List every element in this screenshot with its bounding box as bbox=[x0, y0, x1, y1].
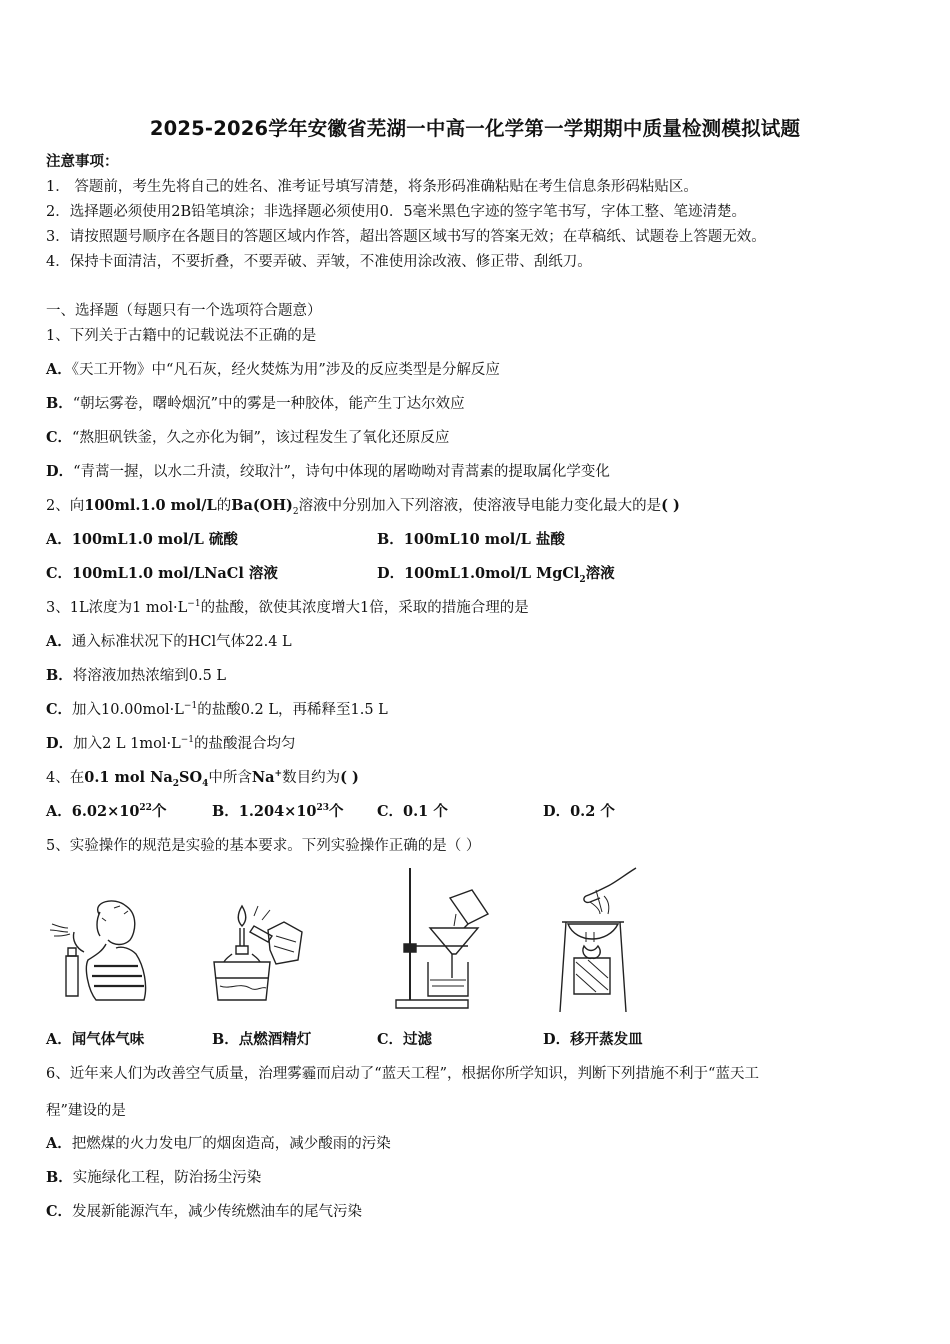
q2-stem-pre: 2、向 bbox=[46, 498, 85, 514]
q1-option-b-text: “朝坛雾卷，曙岭烟沉”中的雾是一种胶体，能产生丁达尔效应 bbox=[72, 396, 465, 412]
q5-option-b bbox=[212, 1030, 311, 1050]
q1-stem: 1、下列关于古籍中的记载说法不正确的是 bbox=[46, 328, 317, 344]
q6-option-a bbox=[46, 1134, 391, 1154]
q2-stem-b1: 100ml.1.0 mol/L bbox=[84, 497, 217, 514]
alcohol-lamp-illustration bbox=[206, 902, 316, 1012]
q2-option-c bbox=[46, 564, 278, 584]
option-label: A． bbox=[46, 1031, 72, 1048]
q4-stem-sup: + bbox=[274, 769, 283, 780]
option-label: C． bbox=[46, 565, 73, 582]
q1-option-c-text: “熬胆矾铁釜，久之亦化为铜”，该过程发生了氧化还原反应 bbox=[72, 430, 450, 446]
q2-option-d-pre: 100mL1.0mol/L MgCl bbox=[404, 565, 580, 582]
q1-option-a-text: 《天工开物》中“凡石灰，经火焚炼为用”涉及的反应类型是分解反应 bbox=[71, 362, 500, 378]
option-label: D． bbox=[377, 565, 405, 582]
q5-stem: 5、实验操作的规范是实验的基本要求。下列实验操作正确的是（ ） bbox=[46, 838, 481, 854]
q3-option-c-pre: 加入10.00mol·L bbox=[72, 702, 184, 718]
q3-stem-post: 的盐酸，欲使其浓度增大1倍，采取的措施合理的是 bbox=[200, 600, 529, 616]
option-label: B． bbox=[46, 667, 73, 684]
q2-option-b-text: 100mL10 mol/L 盐酸 bbox=[403, 531, 565, 548]
q6-option-b bbox=[46, 1168, 261, 1188]
notice-item-4: 4．保持卡面清洁，不要折叠，不要弄破、弄皱，不准使用涂改液、修正带、刮纸刀。 bbox=[46, 254, 592, 270]
option-label: C． bbox=[377, 1031, 404, 1048]
option-label: C． bbox=[46, 1203, 73, 1220]
section-heading: 一、选择题（每题只有一个选项符合题意） bbox=[46, 303, 322, 319]
q3-option-c-sup: −1 bbox=[183, 701, 198, 712]
q4-option-a-sup: 22 bbox=[139, 803, 152, 814]
q3-stem bbox=[46, 598, 529, 618]
q2-option-d-sub: 2 bbox=[579, 574, 586, 585]
q5-option-a-text: 闻气体气味 bbox=[71, 1031, 145, 1048]
q4-stem-sub2: 4 bbox=[202, 778, 209, 789]
q3-option-b-text: 将溶液加热浓缩到0.5 L bbox=[72, 668, 227, 684]
option-label: A． bbox=[46, 1135, 72, 1152]
q3-stem-sup: −1 bbox=[187, 599, 201, 610]
q4-stem-sub1: 2 bbox=[172, 778, 179, 789]
q3-option-c bbox=[46, 700, 388, 720]
option-label: B． bbox=[212, 803, 239, 820]
q4-option-b-pre: 1.204×10 bbox=[238, 803, 317, 820]
q3-option-a-text: 通入标准状况下的HCl气体22.4 L bbox=[71, 634, 292, 650]
option-label: D． bbox=[543, 1031, 571, 1048]
q3-option-c-post: 的盐酸0.2 L，再稀释至1.5 L bbox=[197, 702, 388, 718]
option-label: B． bbox=[212, 1031, 239, 1048]
q5-option-d bbox=[543, 1030, 643, 1050]
smell-gas-illustration bbox=[44, 896, 156, 1012]
q6-option-a-text: 把燃煤的火力发电厂的烟囱造高，减少酸雨的污染 bbox=[71, 1136, 391, 1152]
option-label: D． bbox=[46, 463, 74, 480]
q4-option-a-post: 个 bbox=[151, 803, 167, 820]
q5-option-d-text: 移开蒸发皿 bbox=[570, 1031, 643, 1048]
option-label: B． bbox=[377, 531, 404, 548]
q6-stem-line1: 6、近年来人们为改善空气质量，治理雾霾而启动了“蓝天工程”，根据你所学知识，判断下列措施不利于“蓝天工 bbox=[46, 1066, 759, 1082]
notice-heading: 注意事项： bbox=[46, 153, 119, 170]
option-label: A． bbox=[46, 633, 72, 650]
q4-option-c bbox=[377, 802, 448, 822]
q3-option-d-sup: −1 bbox=[180, 735, 195, 746]
q5-option-c bbox=[377, 1030, 432, 1050]
q4-stem-b3: Na bbox=[251, 769, 275, 786]
q2-option-d bbox=[377, 564, 615, 584]
q3-option-a bbox=[46, 632, 292, 652]
q4-option-b-post: 个 bbox=[329, 803, 344, 820]
notice-item-3: 3．请按照题号顺序在各题目的答题区域内作答，超出答题区域书写的答案无效；在草稿纸、试题卷上答题无效。 bbox=[46, 229, 766, 245]
option-label: D． bbox=[46, 735, 74, 752]
q1-option-d bbox=[46, 462, 610, 482]
q4-stem-b2: SO bbox=[179, 769, 203, 786]
q4-option-a bbox=[46, 802, 166, 822]
q6-option-b-text: 实施绿化工程，防治扬尘污染 bbox=[72, 1170, 262, 1186]
option-label: D． bbox=[543, 803, 571, 820]
q2-stem-b2: Ba(OH) bbox=[231, 497, 293, 514]
q4-option-d bbox=[543, 802, 615, 822]
q3-stem-pre: 3、1L浓度为1 mol·L bbox=[46, 600, 188, 616]
option-label: C． bbox=[46, 701, 73, 718]
q4-option-c-text: 0.1 个 bbox=[403, 803, 448, 820]
q4-stem-pre: 4、在 bbox=[46, 770, 85, 786]
q6-option-c-text: 发展新能源汽车，减少传统燃油车的尾气污染 bbox=[72, 1204, 363, 1220]
q4-stem bbox=[46, 768, 359, 788]
q2-option-c-text: 100mL1.0 mol/LNaCl 溶液 bbox=[72, 565, 278, 582]
q4-stem-paren: ( ) bbox=[340, 769, 359, 786]
q3-option-d bbox=[46, 734, 296, 754]
notice-item-2: 2．选择题必须使用2B铅笔填涂；非选择题必须使用0．5毫米黑色字迹的签字笔书写，字体工整、笔迹清楚。 bbox=[46, 204, 747, 220]
option-label: A． bbox=[46, 361, 72, 378]
q4-option-b-sup: 23 bbox=[316, 803, 330, 814]
option-label: C． bbox=[377, 803, 404, 820]
option-label: C． bbox=[46, 429, 73, 446]
q1-option-b bbox=[46, 394, 465, 414]
q5-option-a bbox=[46, 1030, 144, 1050]
q1-option-d-text: “青蒿一握，以水二升渍，绞取汁”，诗句中体现的屠呦呦对青蒿素的提取属化学变化 bbox=[73, 464, 610, 480]
q3-option-d-post: 的盐酸混合均匀 bbox=[194, 736, 296, 752]
q5-option-b-text: 点燃酒精灯 bbox=[238, 1031, 312, 1048]
option-label: A． bbox=[46, 531, 72, 548]
q2-stem-post: 溶液中分别加入下列溶液，使溶液导电能力变化最大的是 bbox=[298, 498, 662, 514]
q2-option-b bbox=[377, 530, 565, 550]
q3-option-d-pre: 加入2 L 1mol·L bbox=[73, 736, 181, 752]
option-label: B． bbox=[46, 1169, 73, 1186]
q2-option-a bbox=[46, 530, 238, 550]
q4-option-b bbox=[212, 802, 344, 822]
q6-option-c bbox=[46, 1202, 362, 1222]
q2-stem-sub: 2 bbox=[292, 506, 299, 517]
q2-option-a-text: 100mL1.0 mol/L 硫酸 bbox=[71, 531, 238, 548]
q4-option-d-text: 0.2 个 bbox=[570, 803, 615, 820]
option-label: B． bbox=[46, 395, 73, 412]
q4-stem-mid: 中所含 bbox=[208, 770, 252, 786]
q6-stem-line2: 程”建设的是 bbox=[46, 1103, 126, 1119]
q2-option-d-post: 溶液 bbox=[585, 565, 615, 582]
q1-option-c bbox=[46, 428, 449, 448]
evaporating-dish-illustration bbox=[546, 866, 646, 1012]
q2-stem-paren: ( ) bbox=[661, 497, 680, 514]
q4-stem-b1: 0.1 mol Na bbox=[84, 769, 173, 786]
q3-option-b bbox=[46, 666, 226, 686]
q5-option-c-text: 过滤 bbox=[403, 1031, 433, 1048]
filtration-illustration bbox=[394, 866, 506, 1012]
q2-stem bbox=[46, 496, 680, 516]
q1-option-a bbox=[46, 360, 500, 380]
q4-option-a-pre: 6.02×10 bbox=[71, 803, 140, 820]
notice-item-1: 1． 答题前，考生先将自己的姓名、准考证号填写清楚，将条形码准确粘贴在考生信息条形码粘贴区。 bbox=[46, 179, 698, 195]
q4-stem-post: 数目约为 bbox=[282, 770, 341, 786]
q2-stem-mid: 的 bbox=[216, 498, 232, 514]
page-title: 2025-2026学年安徽省芜湖一中高一化学第一学期期中质量检测模拟试题 bbox=[149, 117, 801, 140]
option-label: A． bbox=[46, 803, 72, 820]
